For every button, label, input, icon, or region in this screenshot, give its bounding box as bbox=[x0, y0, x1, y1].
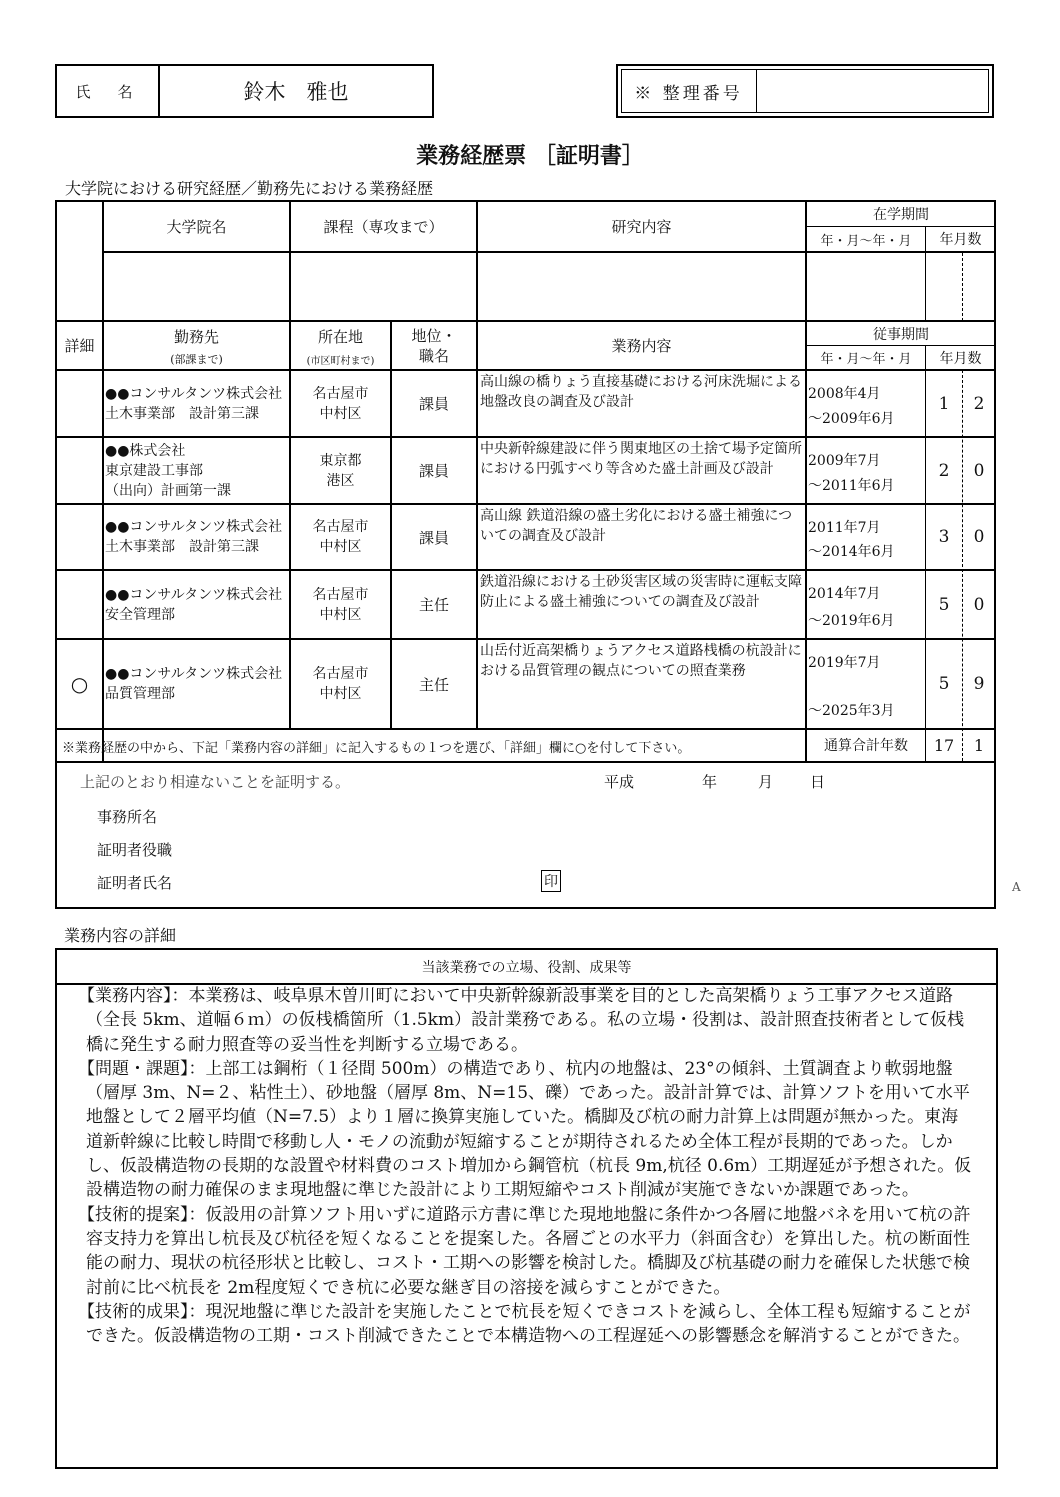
row-position: 主任 bbox=[418, 675, 449, 694]
work-col-employer-sub: (部課まで) bbox=[170, 353, 223, 366]
cert-office-label: 事務所名 bbox=[97, 808, 158, 826]
row-months: 0 bbox=[973, 594, 985, 615]
row-years: 5 bbox=[938, 674, 950, 694]
cert-name-label: 証明者氏名 bbox=[97, 874, 173, 892]
row-position: 課員 bbox=[418, 462, 449, 480]
row-detail-mark bbox=[57, 371, 102, 436]
row-detail-mark bbox=[57, 505, 102, 569]
grad-col-period: 在学期間 bbox=[873, 207, 929, 223]
total-years: 17 bbox=[933, 735, 955, 755]
row-employer: ●●コンサルタンツ株式会社 安全管理部 bbox=[105, 586, 283, 623]
row-employer: ●●株式会社 東京建設工事部 （出向）計画第一課 bbox=[105, 442, 231, 499]
row-location: 名古屋市 中村区 bbox=[312, 519, 369, 555]
work-col-period: 従事期間 bbox=[873, 326, 929, 343]
row-content: 鉄道沿線における土砂災害区域の災害時に運転支障防止による盛土補強についての調査及び設計 bbox=[480, 574, 802, 610]
row-months: 0 bbox=[973, 460, 985, 481]
row-location: 名古屋市 中村区 bbox=[312, 385, 369, 422]
grad-col-course: 課程（専攻まで） bbox=[323, 217, 444, 236]
row-end: ～2014年6月 bbox=[808, 544, 895, 560]
row-end: ～2009年6月 bbox=[808, 411, 895, 427]
row-employer: ●●コンサルタンツ株式会社 土木事業部 設計第三課 bbox=[105, 385, 283, 422]
row-start: 2008年4月 bbox=[808, 386, 881, 402]
row-position: 課員 bbox=[418, 395, 449, 413]
grad-col-school: 大学院名 bbox=[166, 217, 227, 236]
row-years: 2 bbox=[938, 460, 950, 481]
row-position: 課員 bbox=[418, 528, 449, 547]
cert-year: 年 bbox=[702, 773, 718, 791]
work-col-content: 業務内容 bbox=[611, 337, 672, 355]
page-title: 業務経歴票 ［証明書］ bbox=[416, 142, 644, 169]
name-label: 氏 名 bbox=[75, 82, 139, 101]
row-content: 高山線の橋りょう直接基礎における河床洗堀による地盤改良の調査及び設計 bbox=[480, 374, 802, 410]
grad-col-years: 年月数 bbox=[939, 232, 982, 248]
row-content: 山岳付近高架橋りょうアクセス道路桟橋の杭設計における品質管理の観点についての照査業務 bbox=[480, 643, 802, 679]
row-detail-mark bbox=[57, 438, 102, 503]
details-header: 当該業務での立場、役割、成果等 bbox=[421, 959, 632, 976]
work-col-years: 年月数 bbox=[939, 350, 982, 367]
details-paragraph: 【技術的成果】：現況地盤に準じた設計を実施したことで杭長を短くできコストを減らし、全体工程も短縮することができた。仮設構造物の工期・コスト削減できたことで本構造物への工程遅延への影響懸念を解消することができた。 bbox=[78, 1301, 971, 1347]
ref-label: ※ 整理番号 bbox=[634, 83, 743, 104]
work-col-position: 地位・ 職名 bbox=[411, 326, 457, 365]
row-employer: ●●コンサルタンツ株式会社 土木事業部 設計第三課 bbox=[105, 519, 283, 555]
cert-era: 平成 bbox=[604, 773, 635, 791]
row-location: 名古屋市 中村区 bbox=[312, 666, 369, 702]
details-paragraph: 【問題・課題】：上部工は鋼桁（１径間 500m）の構造であり、杭内の地盤は、23°の傾斜、土質調査より軟弱地盤（層厚 3m、N=２、粘性土）、砂地盤（層厚 8m、N=15、礫）であった。設計計算では、計算ソフトを用いて水平地盤として２層平均値（N=7.5）より１層に換算実施していた。橋脚及び杭の耐力計算上は問題が無かった。東海道新幹線に比較し時間で移動し人・モノの流動が短縮することが期待されるため全体工程が長期的であった。しかし、仮設構造物の長期的な設置や材料費のコスト増加から鋼管杭（杭長 9m,杭径 0.6m）工期遅延が予想された。仮設構造物の耐力確保のまま現地盤に準じた設計により工期短縮やコスト削減が実施できないか課題であった。 bbox=[78, 1058, 972, 1201]
total-months: 1 bbox=[973, 735, 985, 755]
row-start: 2009年7月 bbox=[808, 453, 881, 469]
row-months: 0 bbox=[973, 527, 985, 547]
row-content: 高山線 鉄道沿線の盛土劣化における盛土補強についての調査及び設計 bbox=[480, 508, 793, 544]
details-paragraph: 【技術的提案】：仮設用の計算ソフト用いずに道路示方書に準じた現地地盤に条件かつ各層に地盤バネを用いて杭の許容支持力を算出し杭長及び杭径を短くなることを提案した。各層ごとの水平力（斜面含む）を算出した。杭の断面性能の耐力、現状の杭径形状と比較し、コスト・工期への影響を検討した。橋脚及び杭基礎の耐力を確保した状態で検討前に比べ杭長を 2m程度短くでき杭に必要な継ぎ目の溶接を減らすことができた。 bbox=[78, 1204, 971, 1298]
row-location: 名古屋市 中村区 bbox=[312, 586, 369, 623]
row-years: 3 bbox=[938, 527, 950, 547]
row-start: 2019年7月 bbox=[808, 655, 881, 671]
work-col-employer: 勤務先 bbox=[173, 327, 219, 346]
work-col-detail: 詳細 bbox=[64, 337, 95, 355]
name-value: 鈴木 雅也 bbox=[243, 80, 349, 104]
cert-role-label: 証明者役職 bbox=[97, 841, 173, 859]
details-section-label: 業務内容の詳細 bbox=[64, 926, 177, 945]
row-start: 2014年7月 bbox=[808, 586, 881, 602]
row-start: 2011年7月 bbox=[808, 520, 881, 536]
total-label: 通算合計年数 bbox=[824, 738, 908, 754]
row-end: ～2011年6月 bbox=[808, 478, 895, 494]
work-col-period-sub: 年・月～年・月 bbox=[820, 352, 912, 367]
grad-col-period-sub: 年・月～年・月 bbox=[820, 233, 912, 249]
row-end: ～2019年6月 bbox=[808, 613, 895, 629]
work-col-location-sub: (市区町村まで) bbox=[306, 355, 375, 367]
cert-statement: 上記のとおり相違ないことを証明する。 bbox=[80, 773, 351, 791]
row-months: 9 bbox=[973, 674, 985, 694]
work-col-location: 所在地 bbox=[317, 327, 363, 346]
row-content: 中央新幹線建設に伴う関東地区の土捨て場予定箇所における円弧すべり等含めた盛土計画及び設計 bbox=[480, 441, 802, 477]
section-label: 大学院における研究経歴／勤務先における業務経歴 bbox=[65, 179, 434, 198]
row-months: 2 bbox=[973, 393, 985, 414]
cert-day: 日 bbox=[810, 773, 826, 791]
table-note: ※業務経歴の中から、下記「業務内容の詳細」に記入するもの１つを選び、「詳細」欄に○を付して下さい。 bbox=[62, 741, 691, 756]
grad-col-research: 研究内容 bbox=[611, 217, 672, 236]
row-end: ～2025年3月 bbox=[808, 703, 895, 719]
ref-value[interactable] bbox=[757, 69, 989, 113]
row-years: 5 bbox=[938, 594, 950, 615]
row-years: 1 bbox=[938, 393, 950, 414]
row-employer: ●●コンサルタンツ株式会社 品質管理部 bbox=[105, 666, 283, 702]
margin-mark: A bbox=[1012, 880, 1021, 894]
seal-box: 印 bbox=[541, 870, 561, 892]
row-location: 東京都 港区 bbox=[319, 452, 362, 489]
details-body bbox=[78, 984, 974, 1348]
row-detail-mark: ○ bbox=[70, 672, 89, 696]
row-position: 主任 bbox=[418, 596, 449, 614]
row-detail-mark bbox=[57, 571, 102, 638]
details-paragraph: 【業務内容】：本業務は、岐阜県木曽川町において中央新幹線新設事業を目的とした高架橋りょう工事アクセス道路（全長 5km、道幅６ｍ）の仮桟橋箇所（1.5km）設計業務である。私の立場・役割は、設計照査技術者として仮桟橋に発生する耐力照査等の妥当性を判断する立場である。 bbox=[78, 986, 965, 1055]
cert-month: 月 bbox=[758, 773, 774, 791]
